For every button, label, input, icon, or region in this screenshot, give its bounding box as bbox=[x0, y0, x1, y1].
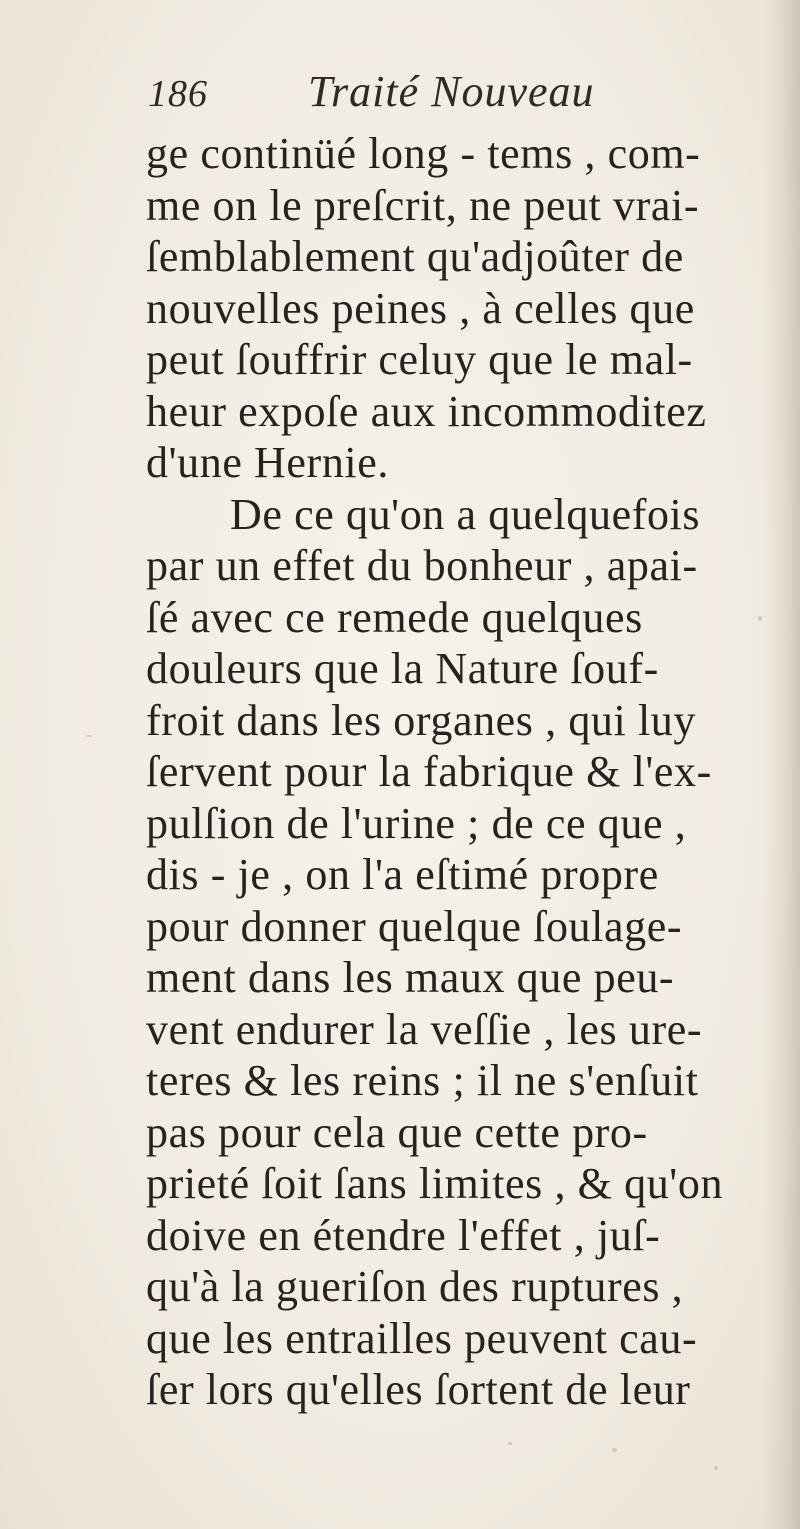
text-line: peut ſouffrir celuy que le mal- bbox=[146, 335, 693, 384]
text-line: dis - je , on l'a eſtimé propre bbox=[146, 850, 659, 899]
text-line: doive en étendre l'effet , juſ- bbox=[146, 1210, 661, 1260]
text-line: froit dans les organes , qui luy bbox=[146, 695, 696, 745]
paper-speck bbox=[758, 616, 762, 621]
paper-speck bbox=[508, 1442, 512, 1445]
text-line: ſé avec ce remede quelques bbox=[146, 592, 643, 642]
body-text bbox=[146, 128, 786, 1416]
text-line: pas pour cela que cette pro- bbox=[146, 1107, 648, 1157]
text-line: pour donner quelque ſoulage- bbox=[146, 901, 683, 951]
text-line: que les entrailles peuvent cau- bbox=[146, 1313, 698, 1363]
text-line: pulſion de l'urine ; de ce que , bbox=[146, 798, 687, 848]
text-line: ſer lors qu'elles ſortent de leur bbox=[146, 1365, 691, 1414]
paper-speck bbox=[86, 735, 92, 737]
paragraph-start-line: De ce qu'on a quelquefois bbox=[230, 489, 701, 539]
paper-speck bbox=[714, 1466, 718, 1470]
text-line: me on le preſcrit, ne peut vrai- bbox=[146, 180, 700, 230]
text-line: nouvelles peines , à celles que bbox=[146, 283, 695, 333]
text-line: ment dans les maux que peu- bbox=[146, 953, 675, 1002]
paper-speck bbox=[612, 1448, 617, 1452]
text-line: prieté ſoit ſans limites , & qu'on bbox=[146, 1159, 724, 1208]
text-line: vent endurer la veſſie , les ure- bbox=[146, 1004, 703, 1054]
text-line: ge continüé long - tems , com- bbox=[146, 129, 701, 178]
page-number: 186 bbox=[148, 73, 208, 115]
text-line: qu'à la gueriſon des ruptures , bbox=[146, 1262, 684, 1311]
text-line: douleurs que la Nature ſouf- bbox=[146, 644, 659, 693]
text-line: ſemblablement qu'adjoûter de bbox=[146, 232, 684, 281]
running-head bbox=[148, 62, 708, 122]
text-line: ſervent pour la fabrique & l'ex- bbox=[146, 747, 712, 796]
text-line: heur expoſe aux incommoditez bbox=[146, 386, 707, 436]
running-title: Traité Nouveau bbox=[308, 67, 595, 116]
text-line: teres & les reins ; il ne s'enſuit bbox=[146, 1056, 699, 1105]
text-line: d'une Hernie. bbox=[146, 438, 389, 487]
text-line: par un effet du bonheur , apai- bbox=[146, 541, 698, 590]
